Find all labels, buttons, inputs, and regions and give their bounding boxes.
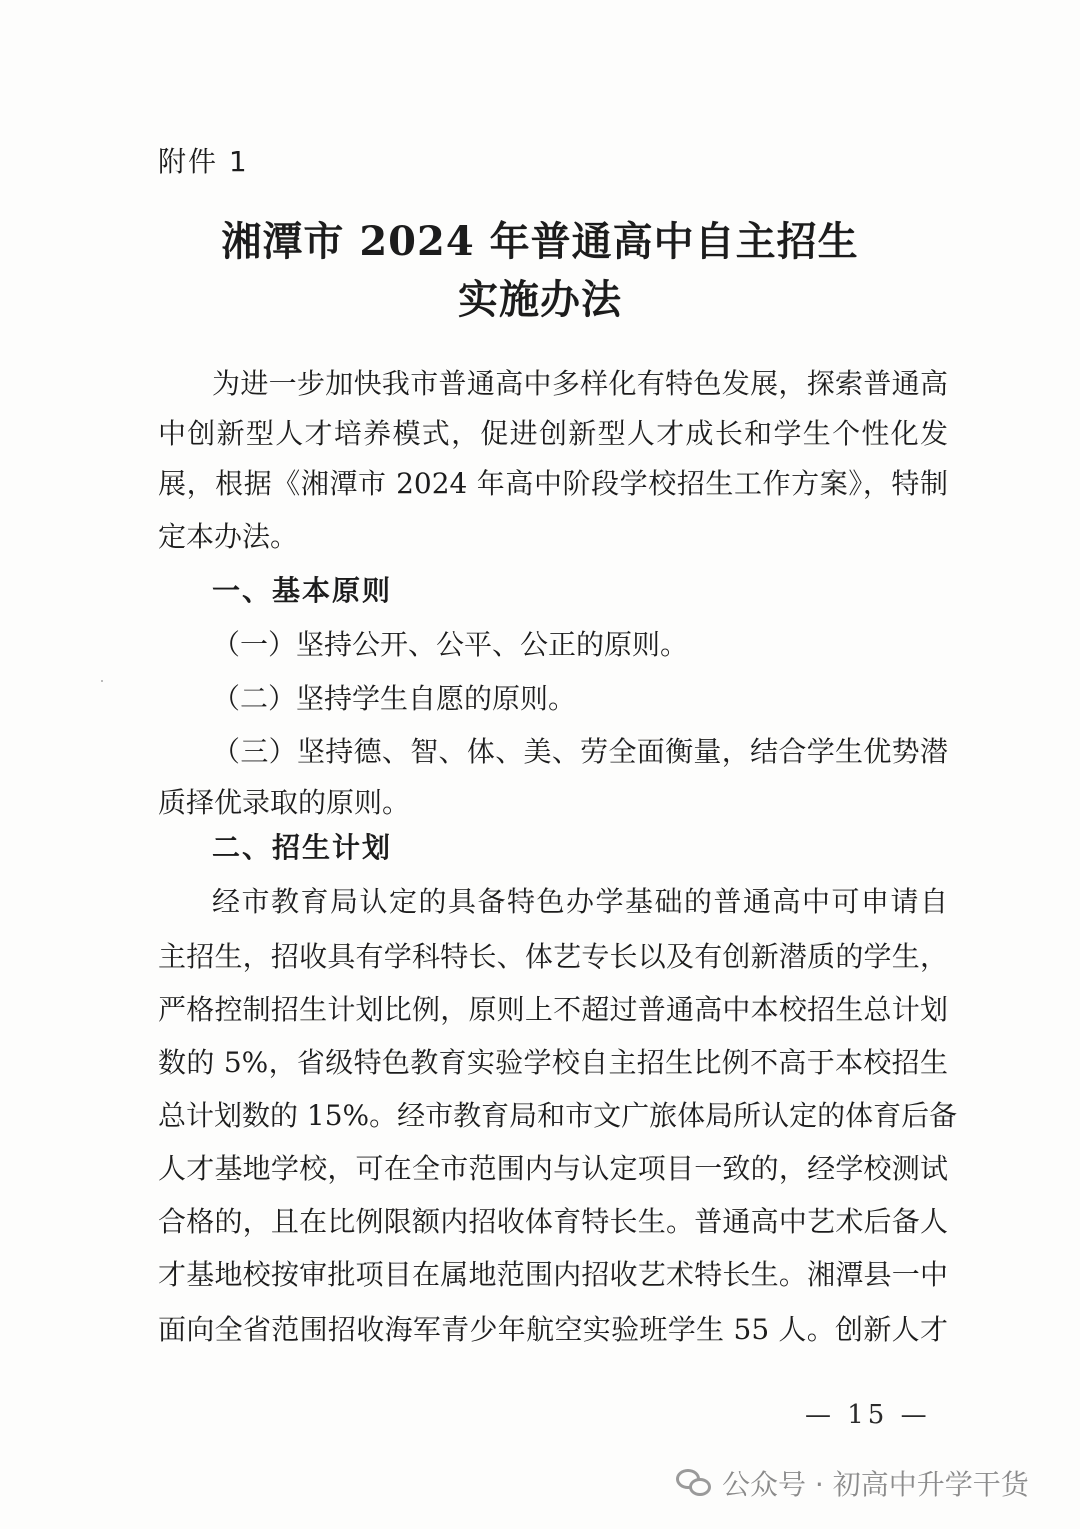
plan-line-5: 总计划数的 15%。经市教育局和市文广旅体局所认定的体育后备 [158,1099,958,1132]
principle-item-3-line-2: 质择优录取的原则。 [158,786,411,819]
principle-item-3-line-1: （三）坚持德、智、体、美、劳全面衡量，结合学生优势潜 [212,735,948,768]
plan-line-1: 经市教育局认定的具备特色办学基础的普通高中可申请自 [212,885,948,918]
watermark-text: 公众号 · 初高中升学干货 [722,1468,1029,1501]
plan-line-7: 合格的，且在比例限额内招收体育特长生。普通高中艺术后备人 [158,1205,948,1238]
section-heading-principles: 一、基本原则 [212,574,393,607]
attachment-label: 附件 1 [158,145,249,178]
wechat-icon [676,1467,712,1499]
intro-line-4: 定本办法。 [158,520,299,553]
intro-line-3: 展，根据《湘潭市 2024 年高中阶段学校招生工作方案》，特制 [158,467,948,500]
intro-line-2: 中创新型人才培养模式，促进创新型人才成长和学生个性化发 [158,417,948,450]
principle-item-2: （二）坚持学生自愿的原则。 [212,682,577,715]
watermark [676,1463,1029,1503]
scan-speck [101,680,103,682]
intro-line-1: 为进一步加快我市普通高中多样化有特色发展，探索普通高 [212,367,948,400]
document-title-line-2: 实施办法 [458,276,622,323]
plan-line-8: 才基地校按审批项目在属地范围内招收艺术特长生。湘潭县一中 [158,1258,948,1291]
plan-line-3: 严格控制招生计划比例，原则上不超过普通高中本校招生总计划 [158,993,948,1026]
page-number: — 15 — [805,1400,931,1430]
principle-item-1: （一）坚持公开、公平、公正的原则。 [212,628,689,661]
document-title-line-1: 湘潭市 2024 年普通高中自主招生 [221,218,859,265]
plan-line-9: 面向全省范围招收海军青少年航空实验班学生 55 人。创新人才 [158,1313,948,1346]
plan-line-6: 人才基地学校，可在全市范围内与认定项目一致的，经学校测试 [158,1152,948,1185]
plan-line-2: 主招生，招收具有学科特长、体艺专长以及有创新潜质的学生， [158,940,948,973]
plan-line-4: 数的 5%，省级特色教育实验学校自主招生比例不高于本校招生 [158,1046,948,1079]
section-heading-plan: 二、招生计划 [212,831,393,864]
